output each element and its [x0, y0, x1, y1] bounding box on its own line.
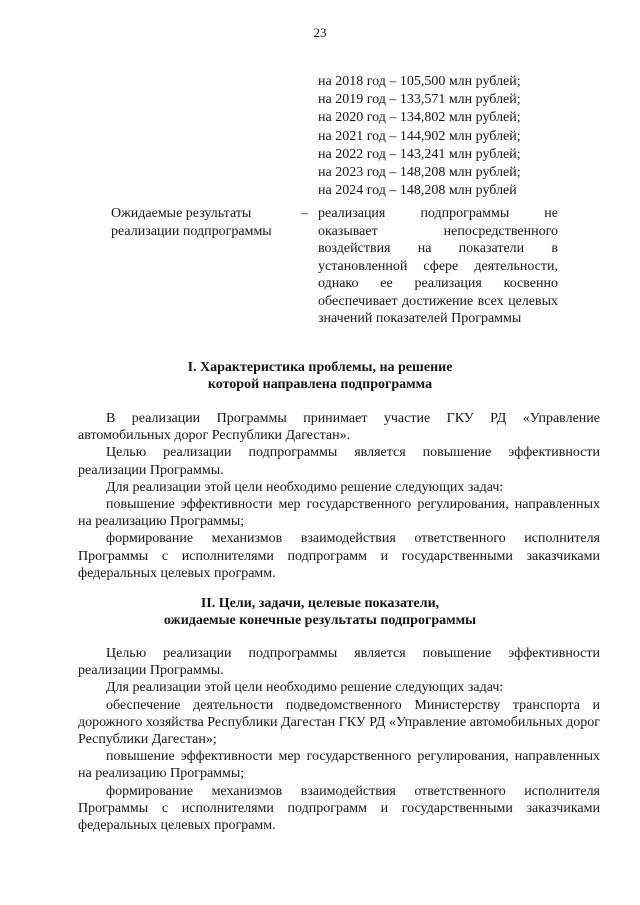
expected-results-dash: – [301, 206, 308, 221]
section-1-heading-line-2: которой направлена подпрограмма [207, 377, 433, 392]
section-1-paragraph: повышение эффективности мер государственного регулирования, направленных на реализацию Программы; [78, 497, 600, 530]
funding-year-2024: на 2024 год – 148,208 млн рублей [318, 183, 517, 199]
funding-year-2021: на 2021 год – 144,902 млн рублей; [318, 128, 521, 144]
section-2-heading-line-1: II. Цели, задачи, целевые показатели, [200, 596, 440, 611]
section-1-heading [0, 359, 640, 393]
section-1-paragraph: формирование механизмов взаимодействия ответственного исполнителя Программы с исполнителями подпрограмм и государственными заказчиками федеральных целевых программ. [78, 531, 600, 581]
section-2-paragraph: Для реализации этой цели необходимо решение следующих задач: [106, 680, 504, 696]
section-2-paragraph: формирование механизмов взаимодействия ответственного исполнителя Программы с исполнителями подпрограмм и государственными заказчиками федеральных целевых программ. [78, 783, 600, 834]
section-2-paragraph: Целью реализации подпрограммы является повышение эффективности реализации Программы. [78, 646, 600, 679]
expected-results-value: реализация подпрограммы не оказывает непосредственного воздействия на показатели в установленной сфере деятельности, однако ее реализация косвенно обеспечивает достижение всех целевых значений показателей Программы [318, 206, 558, 326]
section-2-paragraph: обеспечение деятельности подведомственного Министерству транспорта и дорожного хозяйства Республики Дагестан ГКУ РД «Управление автомобильных дорог Республики Дагестан»; [78, 697, 600, 748]
section-1-body [78, 410, 600, 582]
funding-year-2020: на 2020 год – 134,802 млн рублей; [318, 110, 521, 126]
section-1-paragraph: Для реализации этой цели необходимо решение следующих задач: [106, 479, 504, 495]
funding-by-year-list [318, 73, 521, 200]
page-number: 23 [313, 25, 327, 40]
expected-results-label: Ожидаемые результаты реализации подпрограммы [111, 206, 272, 239]
section-2-heading-line-2: ожидаемые конечные результаты подпрограммы [163, 613, 477, 628]
section-1-paragraph: В реализации Программы принимает участие ГКУ РД «Управление автомобильных дорог Республики Дагестан». [78, 411, 600, 444]
funding-year-2023: на 2023 год – 148,208 млн рублей; [318, 165, 521, 181]
section-1-paragraph: Целью реализации подпрограммы является повышение эффективности реализации Программы. [78, 445, 600, 478]
funding-year-2019: на 2019 год – 133,571 млн рублей; [318, 92, 521, 108]
funding-year-2022: на 2022 год – 143,241 млн рублей; [318, 146, 521, 162]
funding-year-2018: на 2018 год – 105,500 млн рублей; [318, 74, 521, 89]
section-2-body [78, 645, 600, 834]
section-1-heading-line-1: I. Характеристика проблемы, на решение [187, 360, 453, 375]
section-2-heading [0, 595, 640, 629]
section-2-paragraph: повышение эффективности мер государственного регулирования, направленных на реализацию Программы; [78, 749, 600, 782]
